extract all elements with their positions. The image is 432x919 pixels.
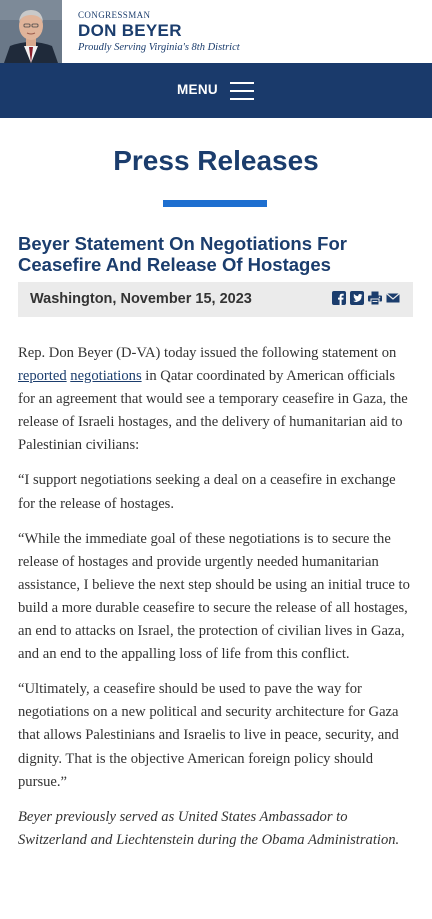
nav-bar [0,63,432,118]
title-underline [163,200,267,207]
body-paragraph-bio: Beyer previously served as United States Ambassador to Switzerland and Liechtenstein during the Obama Administration. [18,808,400,848]
menu-button[interactable] [174,63,264,118]
body-paragraph-quote-1: “I support negotiations seeking a deal on a ceasefire in exchange for the release of hostages. [18,472,396,512]
facebook-icon[interactable] [332,291,346,305]
intro-text-start: Rep. Don Beyer (D-VA) today issued the following statement on [18,345,397,361]
share-tools [332,291,400,305]
menu-label: MENU [177,82,218,97]
portrait-image [0,0,62,63]
intro-text-end: in Qatar coordinated by American officials for an agreement that would see a temporary ceasefire in Gaza, the release of Israeli hostages, and the delivery of humanitarian aid to Palestinian civilians: [18,368,408,454]
dateline: Washington, November 15, 2023 [30,291,252,307]
twitter-icon[interactable] [350,291,364,305]
body-paragraph-quote-3: “Ultimately, a ceasefire should be used to pave the way for negotiations on a new political and security architecture for Gaza that allows Palestinians and Israelis to live in peace, security, and dignity. That is the objective American foreign policy should pursue.” [18,681,399,790]
brand-name: DON BEYER [78,21,182,40]
print-icon[interactable] [368,291,382,305]
body-paragraph-intro [18,342,414,457]
brand-tagline: Proudly Serving Virginia's 8th District [78,42,240,53]
brand-eyebrow: CONGRESSMAN [78,10,151,20]
dateline-bar [18,282,413,317]
page-title: Press Releases [113,145,319,176]
release-title: Beyer Statement On Negotiations For Ceasefire And Release Of Hostages [18,233,347,275]
body-paragraph-quote-2: “While the immediate goal of these negotiations is to secure the release of hostages and provide urgently needed humanitarian assistance, I believe the next step should be using an initial truce to build a more durable ceasefire to secure the release of all hostages, an end to attacks on Israel, the protection of civilian lives in Gaza, and an end to the appalling loss of life from this conflict. [18,530,410,663]
email-icon[interactable] [386,291,400,305]
release-body [18,342,414,864]
congressman-portrait [0,0,62,63]
negotiations-link[interactable]: negotiations [70,368,142,385]
site-brand[interactable] [78,10,240,54]
site-header [0,0,432,63]
hamburger-icon [230,82,254,100]
reported-link[interactable]: reported [18,368,67,385]
